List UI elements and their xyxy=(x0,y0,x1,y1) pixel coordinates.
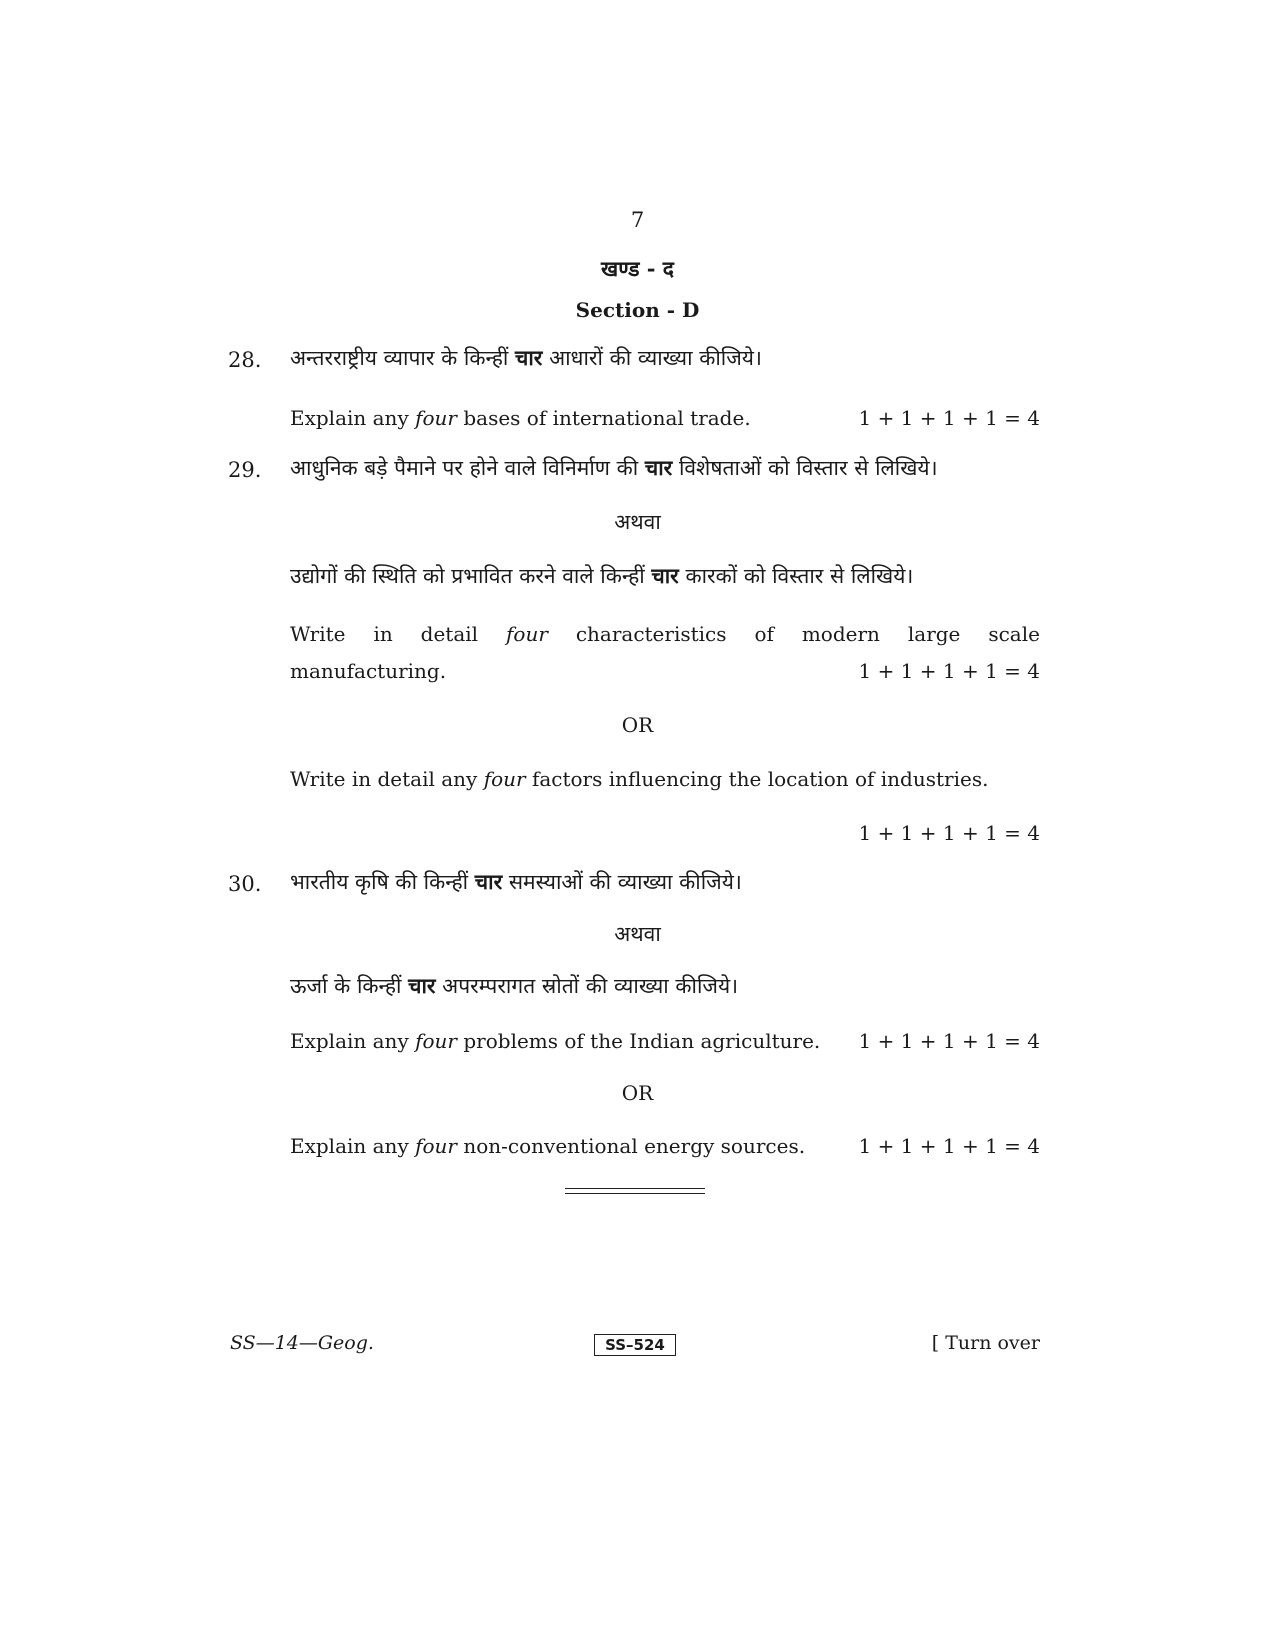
q30-or-english: OR xyxy=(621,1081,654,1105)
q29-alt-marks: 1 + 1 + 1 + 1 = 4 xyxy=(858,821,1040,845)
footer-paper-code: SS—14—Geog. xyxy=(230,1332,374,1354)
q30-or-hindi: अथवा xyxy=(614,922,661,946)
q30-alt-marks: 1 + 1 + 1 + 1 = 4 xyxy=(858,1134,1040,1158)
q29-or-english: OR xyxy=(621,713,654,737)
q29-marks: 1 + 1 + 1 + 1 = 4 xyxy=(858,659,1040,683)
question-number-28: 28. xyxy=(228,348,262,372)
q29-or-hindi: अथवा xyxy=(614,510,661,534)
end-rule-top xyxy=(565,1188,705,1189)
q28-marks: 1 + 1 + 1 + 1 = 4 xyxy=(858,406,1040,430)
q30-marks: 1 + 1 + 1 + 1 = 4 xyxy=(858,1029,1040,1053)
q29-hindi-text: आधुनिक बड़े पैमाने पर होने वाले विनिर्माण की चार विशेषताओं को विस्तार से लिखिये। xyxy=(290,455,938,480)
q30-english-text: Explain any four problems of the Indian agriculture. xyxy=(290,1029,821,1053)
question-number-29: 29. xyxy=(228,458,262,482)
q28-hindi-text: अन्तरराष्ट्रीय व्यापार के किन्हीं चार आधारों की व्याख्या कीजिये। xyxy=(290,345,762,370)
question-number-30: 30. xyxy=(228,872,262,896)
section-title-english: Section - D xyxy=(575,298,700,322)
footer-turn-over: [ Turn over xyxy=(931,1332,1040,1354)
q29-english-line-1: Write in detail four characteristics of modern large scale xyxy=(290,622,1040,646)
q29-alt-hindi-text: उद्योगों की स्थिति को प्रभावित करने वाले किन्हीं चार कारकों को विस्तार से लिखिये। xyxy=(290,563,914,588)
q30-alt-hindi-text: ऊर्जा के किन्हीं चार अपरम्परागत स्रोतों की व्याख्या कीजिये। xyxy=(290,973,739,998)
section-title-hindi: खण्ड - द xyxy=(601,256,674,281)
q29-alt-english-text: Write in detail any four factors influencing the location of industries. xyxy=(290,767,989,791)
page-number: 7 xyxy=(630,208,645,232)
footer-ss-code-badge: SS–524 xyxy=(594,1334,676,1356)
q29-english-line-2: manufacturing. xyxy=(290,659,447,683)
q30-alt-english-text: Explain any four non-conventional energy sources. xyxy=(290,1134,806,1158)
q30-hindi-text: भारतीय कृषि की किन्हीं चार समस्याओं की व्याख्या कीजिये। xyxy=(290,869,742,894)
q28-english-text: Explain any four bases of international trade. xyxy=(290,406,751,430)
end-rule-bottom xyxy=(565,1193,705,1194)
